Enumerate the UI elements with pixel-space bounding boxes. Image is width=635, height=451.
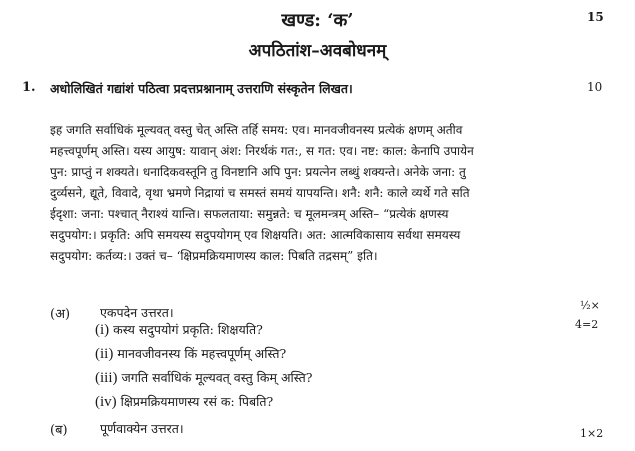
passage-line: महत्त्वपूर्णम् अस्ति। यस्य आयुष: यावान् अंश: निरर्थकं गत:, स गत: एव। नष्ट: काल: केनापि उपायेन bbox=[50, 144, 474, 158]
sub-question bbox=[95, 369, 312, 387]
sub-question-number: (iii) bbox=[95, 370, 118, 386]
sub-question-text: क्षिप्रमक्रियमाणस्य रसं क: पिबति? bbox=[120, 394, 274, 409]
passage-line: सदुपयोग: कर्तव्य:। उक्तं च– ‘क्षिप्रमक्रियमाणस्य काल: पिबति तद्रसम्” इति। bbox=[50, 249, 378, 263]
passage bbox=[50, 120, 590, 267]
sub-question-number: (i) bbox=[95, 322, 110, 338]
passage-line: दुर्व्यसने, द्यूते, विवादे, वृथा भ्रमणे निद्रायां च समस्तं समयं यापयन्ति। शनै: शनै: काले व्यर्थे गते सति bbox=[50, 186, 470, 200]
section-marks: 15 bbox=[587, 10, 604, 24]
passage-line: पुन: प्राप्तुं न शक्यते। धनादिकवस्तूनि तु विनष्टानि अपि पुन: प्रयत्नेन लब्धुं शक्यन्ते। अनेके जना: तु bbox=[50, 165, 466, 179]
part-b-marks: 1×2 bbox=[580, 427, 604, 440]
sub-question bbox=[95, 393, 273, 411]
part-a-instruction: एकपदेन उत्तरत। bbox=[100, 305, 174, 320]
passage-line: ईदृशा: जना: पश्चात् नैराश्यं यान्ति। सफलताया: समुन्नते: च मूलमन्त्रम् अस्ति– “प्रत्येकं क्षणस्य bbox=[50, 207, 449, 221]
sub-question-text: जगति सर्वाधिकं मूल्यवत् वस्तु किम् अस्ति? bbox=[121, 370, 313, 385]
part-b-instruction: पूर्णवाक्येन उत्तरत। bbox=[100, 421, 184, 436]
sub-question bbox=[95, 321, 263, 339]
part-a-label: (अ) bbox=[50, 307, 71, 322]
question-marks: 10 bbox=[587, 80, 603, 94]
section-subtitle: अपठितांश–अवबोधनम् bbox=[248, 41, 387, 61]
part-a-marks-line1: ½× bbox=[580, 299, 600, 312]
question-number: 1. bbox=[22, 80, 36, 95]
sub-question bbox=[95, 345, 286, 363]
passage-line: इह जगति सर्वाधिकं मूल्यवत् वस्तु चेत् अस्ति तर्हि समय: एव। मानवजीवनस्य प्रत्येकं क्षणम् अतीव bbox=[50, 123, 463, 137]
part-b-label: (ब) bbox=[50, 423, 68, 438]
sub-question-text: मानवजीवनस्य किं महत्त्वपूर्णम् अस्ति? bbox=[117, 346, 287, 361]
section-title: खण्ड: ‘क’ bbox=[281, 10, 354, 31]
part-a-marks-line2: 4=2 bbox=[575, 318, 599, 331]
sub-question-number: (ii) bbox=[95, 346, 114, 362]
sub-question-text: कस्य सदुपयोगं प्रकृति: शिक्षयति? bbox=[113, 322, 263, 337]
passage-line: सदुपयोग:। प्रकृति: अपि समयस्य सदुपयोगम् एव शिक्षयति। अत: आत्मविकासाय सर्वथा समयस्य bbox=[50, 228, 461, 242]
sub-question-number: (iv) bbox=[95, 394, 117, 410]
question-instruction: अधोलिखितं गद्यांशं पठित्वा प्रदत्तप्रश्नानाम् उत्तराणि संस्कृतेन लिखत। bbox=[50, 81, 353, 96]
